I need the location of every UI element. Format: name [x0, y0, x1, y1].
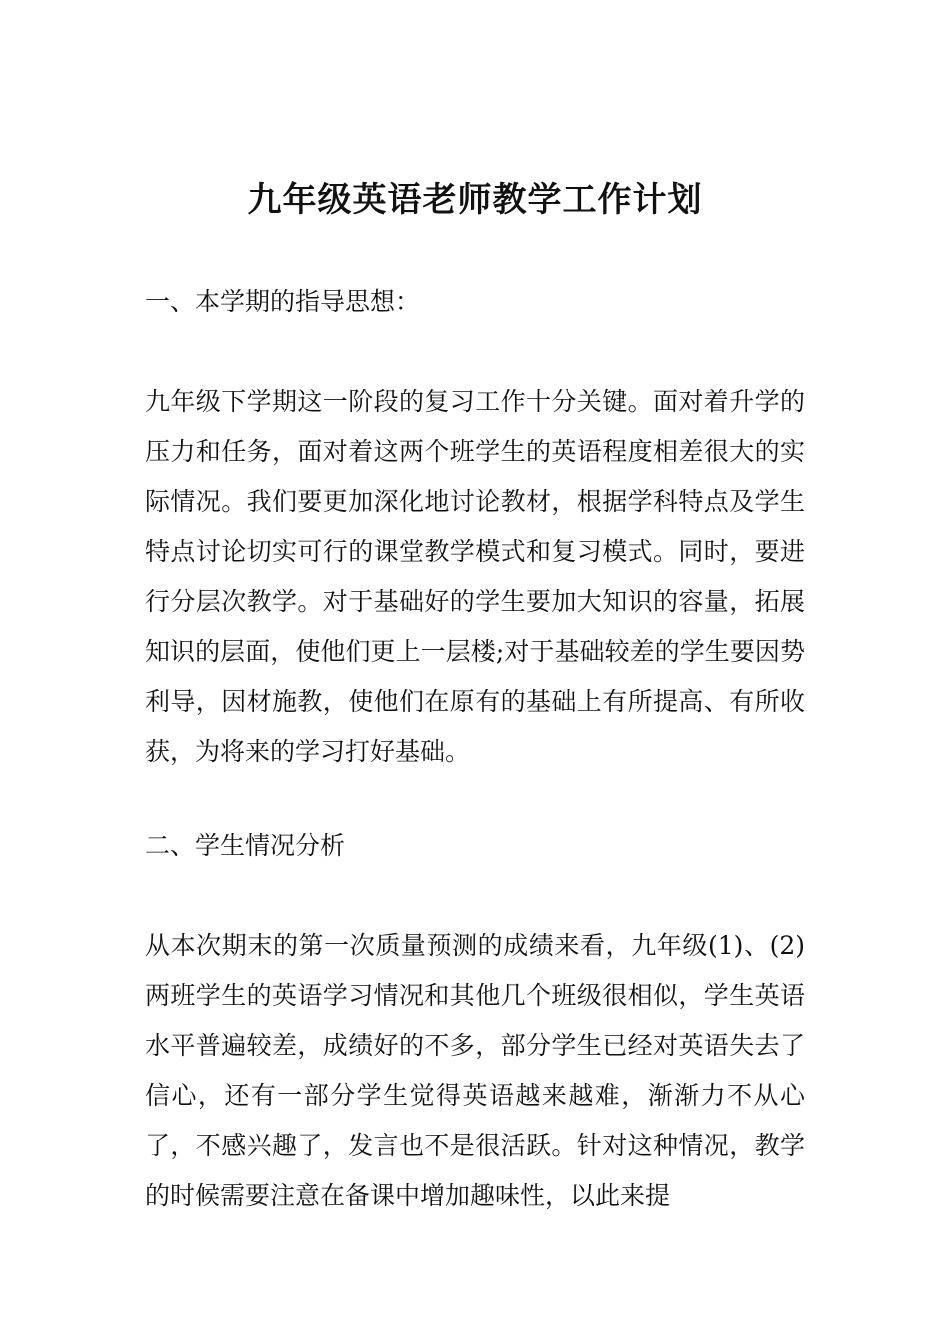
section-paragraph-guiding-ideology: 九年级下学期这一阶段的复习工作十分关键。面对着升学的压力和任务，面对着这两个班学生的英语程度相差很大的实际情况。我们要更加深化地讨论教材，根据学科特点及学生特点讨论切实可行的课堂教学模式和复习模式。同时，要进行分层次教学。对于基础好的学生要加大知识的容量，拓展知识的层面，使他们更上一层楼;对于基础较差的学生要因势利导，因材施教，使他们在原有的基础上有所提高、有所收获，为将来的学习打好基础。	[145, 387, 805, 766]
section-heading-guiding-ideology: 一、本学期的指导思想：	[145, 287, 421, 316]
section-heading-student-analysis: 二、学生情况分析	[145, 831, 346, 860]
section-paragraph-student-analysis: 从本次期末的第一次质量预测的成绩来看，九年级(1)、(2)两班学生的英语学习情况和其他几个班级很相似，学生英语水平普遍较差，成绩好的不多，部分学生已经对英语失去了信心，还有一部分学生觉得英语越来越难，渐渐力不从心了，不感兴趣了，发言也不是很活跃。针对这种情况，教学的时候需要注意在备课中增加趣味性，以此来提	[145, 931, 805, 1210]
document-title: 九年级英语老师教学工作计划	[247, 180, 703, 220]
